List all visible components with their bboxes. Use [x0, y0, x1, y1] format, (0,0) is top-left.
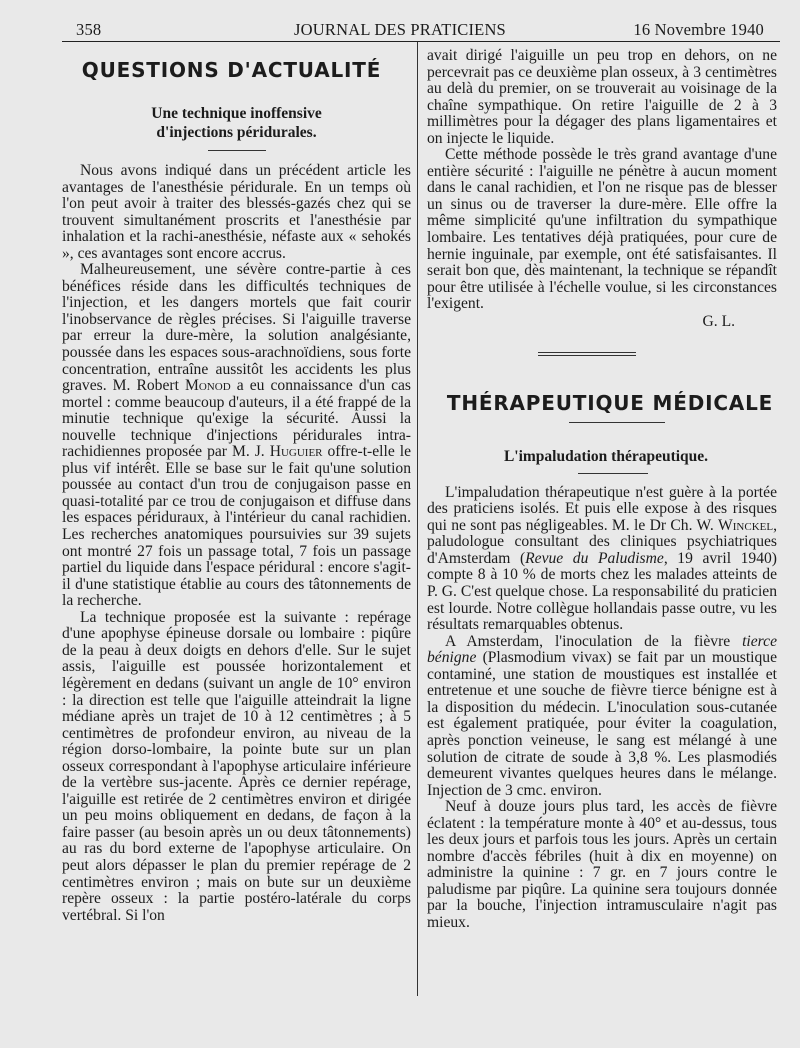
text-run: L'impaludation thérapeutique n'est guère à la portée des praticiens isolés. Et puis elle expose à des risques qui ne sont pas négligeables. M. le Dr Ch. W. — [427, 483, 777, 534]
text-run: a eu connaissance d'un cas mortel : comme beaucoup d'auteurs, il a été frappé de la minutie technique qu'exige la sécurité. Aussi la nouvelle technique d'injections péridurales intra-rachidiennes proposée par M. J. — [62, 377, 411, 461]
page-number: 358 — [76, 20, 102, 39]
paragraph — [427, 485, 777, 634]
journal-title: JOURNAL DES PRATICIENS — [294, 20, 506, 39]
header-rule — [62, 41, 780, 42]
running-header — [0, 0, 800, 44]
subtitle-line-2: d'injections péridurales. — [156, 124, 317, 141]
text-run: Malheureusement, une sévère contre-partie à ces bénéfices réside dans les difficultés techniques de l'injection, et les dangers mortels que fait courir l'inobservance de règles précises. Si l'aiguille traverse par erreur la dure-mère, la solution analgésiante, poussée dans les espaces sous-arachnoïdiens, sous forte concentration, entraîne aussitôt les accidents les plus graves. M. Robert — [62, 261, 411, 395]
italic-term: tierce bénigne — [427, 632, 777, 667]
author-name: Monod — [185, 377, 231, 395]
section-separator — [538, 352, 636, 356]
subtitle-rule — [578, 473, 648, 474]
paragraph: La technique proposée est la suivante : repérage d'une apophyse épineuse dorsale ou lombaire : piqûre de la peau à deux doigts en dehors d'elle. Sur le sujet assis, l'aiguille est poussée horizontalement et légèrement en dedans (suivant un angle de 10° environ : la direction est telle que l'aiguille atteindrait la ligne médiane après un trajet de 10 à 12 centimètres ; à 5 centimètres de profondeur environ, au niveau de la région dorso-lombaire, la pointe bute sur un plan osseux correspondant à l'apophyse articulaire inférieure de la vertèbre sus-jacente. Après ce dernier repérage, l'aiguille est retirée de 2 centimètres environ et dirigée un peu moins obliquement en dedans, de façon à la faire passer (au besoin après un ou deux tâtonnements) au ras du bord externe de l'apophyse articulaire. On peut alors dépasser le plan du premier repérage de 2 centimètres environ ; mais on bute sur un deuxième repère osseux : la partie postéro-latérale du corps vertébral. Si l'on — [62, 608, 411, 924]
text-run: (Plasmodium vivax) se fait par un moustique contaminé, une station de moustiques est installée et entretenue et une souche de fièvre tierce bénigne est à la disposition du médecin. L'inoculation sous-cutanée est également pratiquée, pour éviter la coagulation, après ponction veineuse, le sang est mélangé à une solution de citrate de soude à 3,8 %. Les plasmodiés demeurent vivantes quelques heures dans le mélange. Injection de 3 cmc. environ. — [427, 649, 777, 799]
paragraph: Cette méthode possède le très grand avantage d'une entière sécurité : l'aiguille ne pénètre à aucun moment dans le canal rachidien, et l'on ne risque pas de blesser un sinus ou de traverser la dure-mère. Elle offre la même simplicité qu'une infiltration du sympathique lombaire. Les tentatives déjà pratiquées, pour cure de hernie inguinale, par exemple, ont été satisfaisantes. Il serait bon que, dès maintenant, la technique se répandît pour être utilisée à l'échelle voulue, si les circonstances l'exigent. — [427, 146, 777, 313]
article-subtitle-impaludation: L'impaludation thérapeutique. — [503, 447, 709, 465]
paragraph: Nous avons indiqué dans un précédent article les avantages de l'anesthésie péridurale. En un temps où l'on peut avoir à traiter des blessés-gazés chez qui se trouvent simultanément proscrits et l'anesthésie par inhalation et la rachi-anesthésie, néfaste aux « sehokés », ces avantages sont encore accrus. — [62, 162, 411, 262]
section-title-questions: QUESTIONS D'ACTUALITÉ — [81, 58, 382, 82]
subtitle-line-1: Une technique inoffensive — [151, 105, 322, 122]
paragraph: Neuf à douze jours plus tard, les accès de fièvre éclatent : la température monte à 40° et au-dessus, tous les deux jours et parfois tous les jours. Après un certain nombre d'accès fébriles (huit à dix en moyenne) on administre la quinine : 7 gr. en 7 jours contre le paludisme par piqûre. La quinine sera toujours donnée par la bouche, l'injection intramusculaire n'agit pas mieux. — [427, 798, 777, 931]
right-column — [427, 48, 777, 932]
text-run: A Amsterdam, l'inoculation de la fièvre — [445, 632, 743, 650]
text-run: offre-t-elle le plus vif intérêt. Elle se base sur le fait qu'une solution poussée au contact d'un trou de conjugaison passe en quasi-totalité par ce trou de conjugaison et diffuse dans les espaces périduraux, à l'intérieur du canal rachidien. Les recherches anatomiques poursuivies sur 39 sujets ont montré 27 fois un passage total, 7 fois un passage partiel du liquide dans l'espace péridural : encore s'agit-il d'une statistique établie au cours des tâtonnements de la recherche. — [62, 443, 411, 610]
left-column — [62, 48, 411, 924]
author-name: Winckel — [718, 516, 774, 534]
author-name: Huguier — [269, 443, 323, 461]
column-divider — [417, 42, 418, 996]
paragraph — [62, 262, 411, 609]
author-signature: G. L. — [702, 312, 735, 330]
article-subtitle-peridurales — [62, 104, 411, 142]
issue-date: 16 Novembre 1940 — [633, 20, 764, 39]
section-title-therapeutique: THÉRAPEUTIQUE MÉDICALE — [446, 390, 774, 415]
text-run: , 19 avril 1940) compte 8 à 10 % de morts chez les malades atteints de P. G. C'est quelque chose. La responsabilité du praticien est lourde. Notre collègue hollandais passe outre, vu les résultats remarquables obtenus. — [427, 549, 777, 634]
text-run: , paludologue consultant des cliniques psychiatriques d'Amsterdam ( — [427, 516, 777, 567]
journal-name: Revue du Paludisme — [525, 549, 664, 567]
paragraph-continued: avait dirigé l'aiguille un peu trop en dehors, on ne percevrait pas ce deuxième plan osseux, à 3 centimètres au delà du premier, on se trouverait au voisinage de la chaîne sympathique. On retire l'aiguille de 2 à 3 millimètres pour la dégager des plans ligamentaires et on injecte le liquide. — [427, 47, 777, 147]
subtitle-rule — [208, 150, 266, 151]
title-rule — [569, 422, 665, 423]
paragraph — [427, 634, 777, 799]
